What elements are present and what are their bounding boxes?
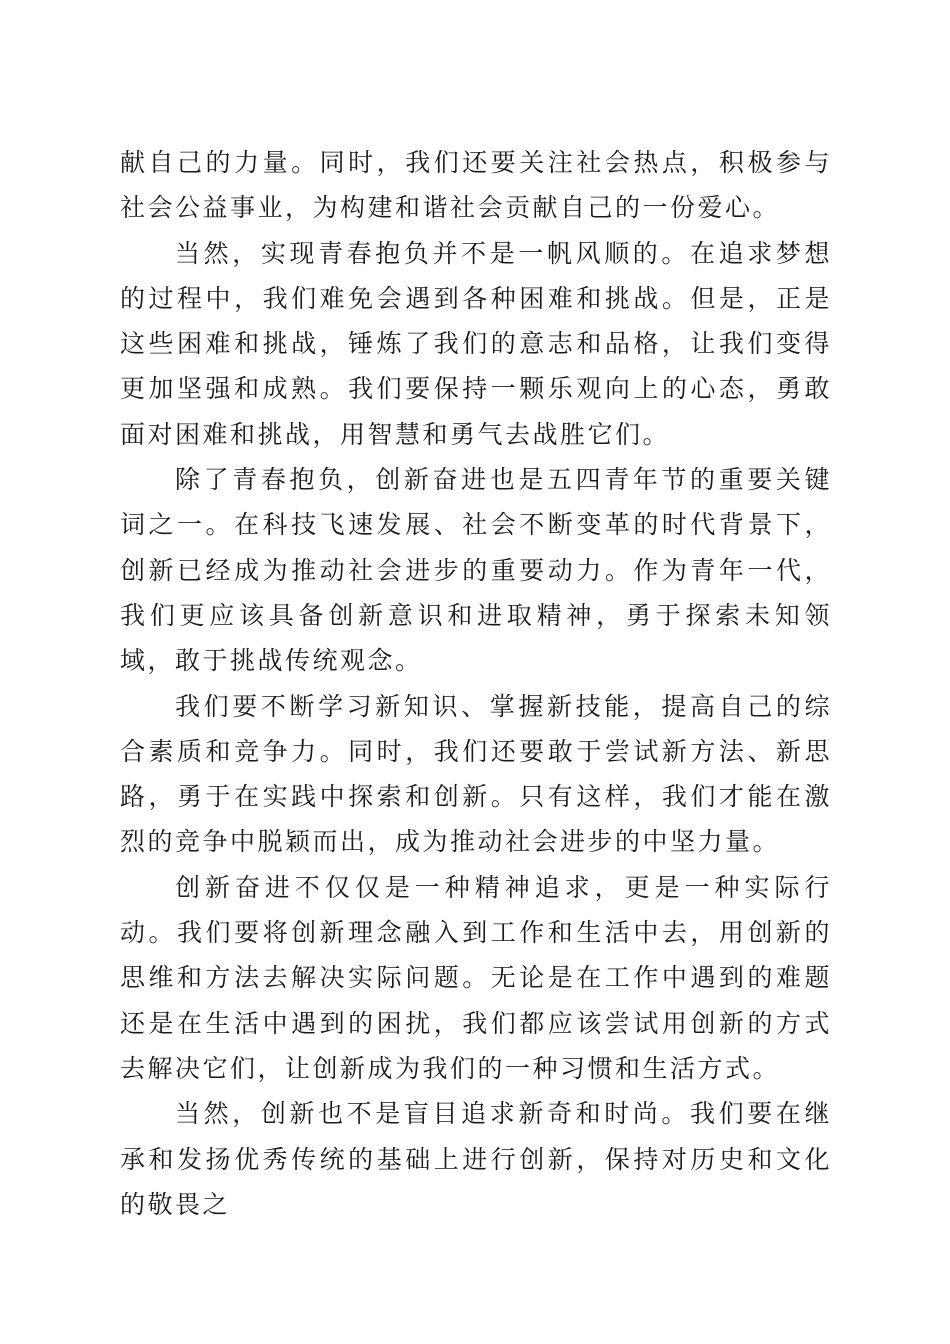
paragraph-4: 我们要不断学习新知识、掌握新技能，提高自己的综合素质和竞争力。同时，我们还要敢于尝试新方法、新思路，勇于在实践中探索和创新。只有这样，我们才能在激烈的竞争中脱颖而出，成为推动社会进步的中坚力量。 [120, 691, 832, 857]
paragraph-6: 当然，创新也不是盲目追求新奇和时尚。我们要在继承和发扬优秀传统的基础上进行创新，保持对历史和文化的敬畏之 [120, 1099, 832, 1219]
paragraph-3: 除了青春抱负，创新奋进也是五四青年节的重要关键词之一。在科技飞速发展、社会不断变革的时代背景下，创新已经成为推动社会进步的重要动力。作为青年一代，我们更应该具备创新意识和进取精神，勇于探索未知领域，敢于挑战传统观念。 [120, 465, 832, 676]
document-body [120, 140, 832, 1227]
paragraph-5: 创新奋进不仅仅是一种精神追求，更是一种实际行动。我们要将创新理念融入到工作和生活中去，用创新的思维和方法去解决实际问题。无论是在工作中遇到的难题还是在生活中遇到的困扰，我们都应该尝试用创新的方式去解决它们，让创新成为我们的一种习惯和生活方式。 [120, 872, 832, 1083]
paragraph-1: 献自己的力量。同时，我们还要关注社会热点，积极参与社会公益事业，为构建和谐社会贡献自己的一份爱心。 [120, 148, 832, 223]
paragraph-2: 当然，实现青春抱负并不是一帆风顺的。在追求梦想的过程中，我们难免会遇到各种困难和挑战。但是，正是这些困难和挑战，锤炼了我们的意志和品格，让我们变得更加坚强和成熟。我们要保持一颗乐观向上的心态，勇敢面对困难和挑战，用智慧和勇气去战胜它们。 [120, 238, 832, 449]
